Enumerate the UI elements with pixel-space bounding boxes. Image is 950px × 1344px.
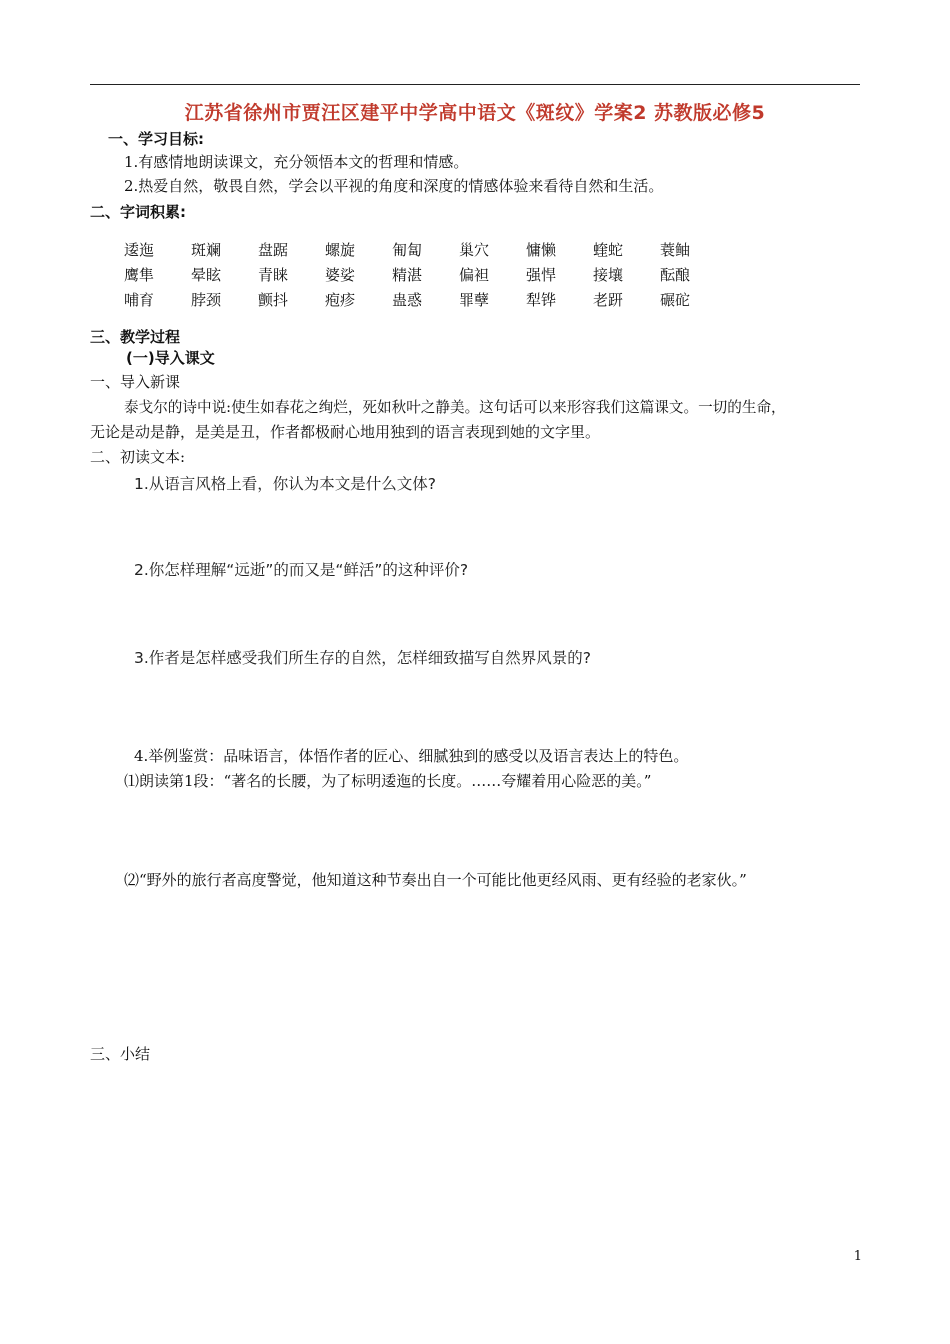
vocab-word: 罪孽 (459, 291, 490, 309)
vocab-word: 疱疹 (325, 291, 356, 309)
vocab-word: 强悍 (526, 266, 557, 284)
vocab-word: 逶迤 (124, 241, 155, 259)
vocab-word: 老趼 (593, 291, 624, 309)
vocab-table (124, 237, 764, 312)
question-4-sub-1: ⑴朗读第1段：“著名的长腰，为了标明逶迤的长度。……夸耀着用心险恶的美。” (124, 772, 652, 790)
reading-heading: 二、初读文本: (90, 448, 186, 466)
vocab-word: 青睐 (258, 266, 289, 284)
vocab-row (124, 237, 764, 262)
document-title: 江苏省徐州市贾汪区建平中学高中语文《斑纹》学案2 苏教版必修5 (184, 102, 766, 124)
question-1: 1.从语言风格上看，你认为本文是什么文体? (134, 475, 437, 493)
vocab-word: 碾砣 (660, 291, 691, 309)
vocab-word: 蓑鲉 (660, 241, 691, 259)
summary-heading: 三、小结 (90, 1045, 151, 1063)
vocab-word: 偏袒 (459, 266, 490, 284)
vocab-row (124, 287, 764, 312)
question-4-sub-2: ⑵“野外的旅行者高度警觉，他知道这种节奏出自一个可能比他更经风雨、更有经验的老家伙。” (124, 871, 747, 889)
vocab-word: 慵懒 (526, 241, 557, 259)
vocab-word: 鹰隼 (124, 266, 155, 284)
vocab-word: 酝酿 (660, 266, 691, 284)
vocab-word: 精湛 (392, 266, 423, 284)
vocab-word: 哺育 (124, 291, 155, 309)
vocab-word: 盘踞 (258, 241, 289, 259)
goals-heading: 一、学习目标: (108, 130, 204, 148)
header-rule (90, 84, 860, 85)
goal-item-1: 1.有感情地朗读课文，充分领悟本文的哲理和情感。 (124, 153, 469, 171)
question-4: 4.举例鉴赏：品味语言，体悟作者的匠心、细腻独到的感受以及语言表达上的特色。 (134, 747, 689, 765)
page-number: 1 (853, 1249, 862, 1264)
vocab-word: 巢穴 (459, 241, 490, 259)
vocab-word: 蝰蛇 (593, 241, 624, 259)
vocab-word: 脖颈 (191, 291, 222, 309)
process-heading: 三、教学过程 (90, 328, 181, 346)
vocab-heading: 二、字词积累: (90, 203, 186, 221)
vocab-word: 晕眩 (191, 266, 222, 284)
question-3: 3.作者是怎样感受我们所生存的自然，怎样细致描写自然界风景的? (134, 649, 592, 667)
vocab-word: 犁铧 (526, 291, 557, 309)
question-2: 2.你怎样理解“远逝”的而又是“鲜活”的这种评价? (134, 561, 469, 579)
intro-paragraph-line-2: 无论是动是静，是美是丑，作者都极耐心地用独到的语言表现到她的文字里。 (90, 423, 601, 441)
vocab-word: 颤抖 (258, 291, 289, 309)
intro-paragraph-line-1: 泰戈尔的诗中说:使生如春花之绚烂，死如秋叶之静美。这句话可以来形容我们这篇课文。一切的生命， (124, 399, 786, 416)
goal-item-2: 2.热爱自然，敬畏自然，学会以平视的角度和深度的情感体验来看待自然和生活。 (124, 177, 664, 195)
process-subheading: (一)导入课文 (126, 349, 215, 367)
vocab-row (124, 262, 764, 287)
vocab-word: 斑斓 (191, 241, 222, 259)
vocab-word: 匍匐 (392, 241, 423, 259)
vocab-word: 螺旋 (325, 241, 356, 259)
vocab-word: 婆娑 (325, 266, 356, 284)
vocab-word: 接壤 (593, 266, 624, 284)
intro-heading: 一、导入新课 (90, 373, 181, 391)
vocab-word: 蛊惑 (392, 291, 423, 309)
